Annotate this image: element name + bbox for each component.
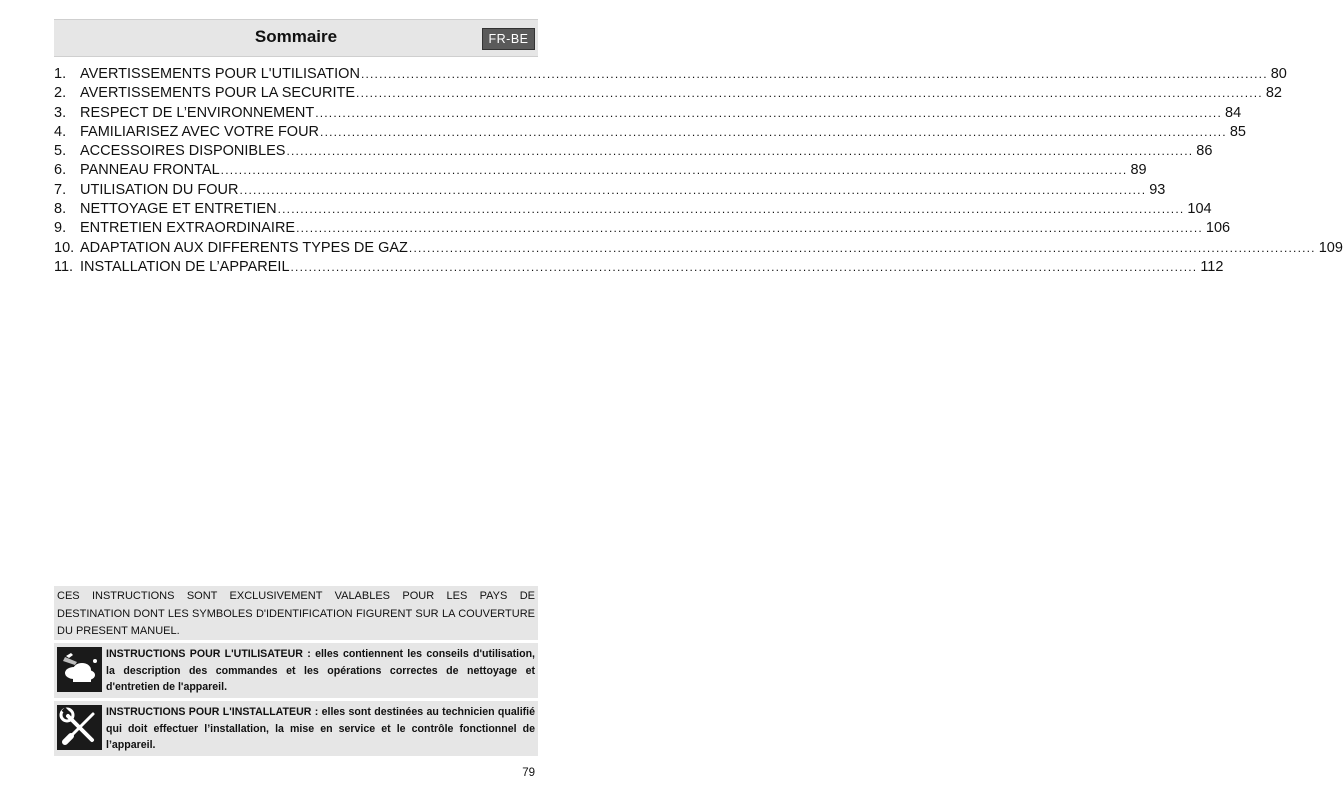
toc-entry-page: 93 — [1149, 181, 1166, 198]
user-instructions-box — [54, 643, 538, 698]
toc-entry-number: 11. — [54, 258, 74, 275]
toc-dot-leader: ........................................................................................................................................................................................................ — [320, 124, 1227, 139]
toc-entry-number: 6. — [54, 162, 67, 179]
toc-entry — [54, 85, 1282, 104]
toc-entry-number: 10. — [54, 239, 75, 256]
toc-entry-label: PANNEAU FRONTAL — [80, 162, 220, 179]
toc-entry-page: 84 — [1225, 104, 1242, 121]
language-badge: FR-BE — [482, 28, 535, 50]
installer-instructions-box — [54, 701, 538, 756]
toc-dot-leader: ........................................................................................................................................................................................................ — [286, 144, 1194, 159]
toc-dot-leader: ........................................................................................................................................................................................................ — [296, 221, 1203, 236]
toc-entry-page: 85 — [1229, 123, 1246, 140]
toc-entry-label: ACCESSOIRES DISPONIBLES — [80, 143, 286, 160]
toc-entry-page: 82 — [1265, 85, 1282, 102]
toc-dot-leader: ........................................................................................................................................................................................................ — [315, 105, 1222, 120]
toc-entry-number: 5. — [54, 143, 67, 160]
toc-entry-number: 1. — [54, 66, 67, 82]
toc-entry — [54, 66, 1287, 85]
toc-entry — [54, 104, 1242, 124]
toc-entry-page: 80 — [1270, 66, 1287, 82]
page-header — [54, 19, 538, 57]
toc-entry — [54, 220, 1231, 239]
toc-entry — [54, 258, 1224, 278]
toc-entry-label: ADAPTATION AUX DIFFERENTS TYPES DE GAZ — [80, 239, 408, 256]
toc-entry-page: 86 — [1196, 143, 1213, 160]
toc-entry — [54, 162, 1147, 181]
toc-entry-label: FAMILIARISEZ AVEC VOTRE FOUR — [80, 123, 320, 140]
toc-entry-number: 8. — [54, 201, 67, 218]
toc-dot-leader: ........................................................................................................................................................................................................ — [239, 182, 1147, 197]
toc-entry-label: NETTOYAGE ET ENTRETIEN — [80, 201, 277, 218]
country-notice: CES INSTRUCTIONS SONT EXCLUSIVEMENT VALABLES POUR LES PAYS DE DESTINATION DONT LES SYMBOLES D'IDENTIFICATION FIGURENT SUR LA COUVERTURE DU PRESENT MANUEL. — [54, 586, 538, 640]
toc-dot-leader: ........................................................................................................................................................................................................ — [408, 240, 1316, 255]
toc-entry — [54, 181, 1166, 201]
installer-instructions-text: INSTRUCTIONS POUR L'INSTALLATEUR : elles sont destinées au technicien qualifié qui doit effectuer l’installation, la mise en service et le contrôle fonctionnel de l’appareil. — [106, 706, 535, 751]
toc-entry — [54, 239, 1343, 259]
toc-entry — [54, 143, 1213, 162]
toc-entry-number: 4. — [54, 123, 67, 140]
chef-hat-icon — [57, 647, 102, 692]
page-title: Sommaire — [254, 27, 338, 46]
toc-entry-label: INSTALLATION DE L’APPAREIL — [80, 258, 290, 275]
toc-dot-leader: ........................................................................................................................................................................................................ — [356, 86, 1263, 101]
toc-dot-leader: ........................................................................................................................................................................................................ — [360, 67, 1268, 81]
toc-entry-number: 7. — [54, 181, 67, 198]
toc-entry — [54, 201, 1212, 220]
toc-entry-label: AVERTISSEMENTS POUR L'UTILISATION — [80, 66, 360, 82]
toc-entry-number: 9. — [54, 220, 67, 237]
toc-entry-label: AVERTISSEMENTS POUR LA SECURITE — [80, 85, 356, 102]
toc-entry-page: 106 — [1205, 220, 1231, 237]
toc-entry-page: 89 — [1130, 162, 1147, 179]
toc-entry-page: 104 — [1187, 201, 1212, 218]
tools-icon — [57, 705, 102, 750]
toc-entry-number: 3. — [54, 104, 67, 121]
toc-entry-label: RESPECT DE L’ENVIRONNEMENT — [80, 104, 315, 121]
toc-entry-label: UTILISATION DU FOUR — [80, 181, 239, 198]
toc-entry-label: ENTRETIEN EXTRAORDINAIRE — [80, 220, 296, 237]
toc-entry-page: 112 — [1200, 258, 1224, 275]
toc-dot-leader: ........................................................................................................................................................................................................ — [290, 259, 1198, 274]
page-number: 79 — [522, 767, 535, 779]
toc-entry-number: 2. — [54, 85, 67, 102]
toc-dot-leader: ........................................................................................................................................................................................................ — [220, 163, 1128, 178]
user-instructions-text: INSTRUCTIONS POUR L'UTILISATEUR : elles contiennent les conseils d'utilisation, la description des commandes et les opérations correctes de nettoyage et d'entretien de l'appareil. — [106, 648, 535, 693]
toc-dot-leader: ........................................................................................................................................................................................................ — [277, 202, 1185, 217]
toc-entry — [54, 123, 1246, 143]
toc-entry-page: 109 — [1318, 239, 1343, 256]
table-of-contents — [54, 66, 1343, 278]
